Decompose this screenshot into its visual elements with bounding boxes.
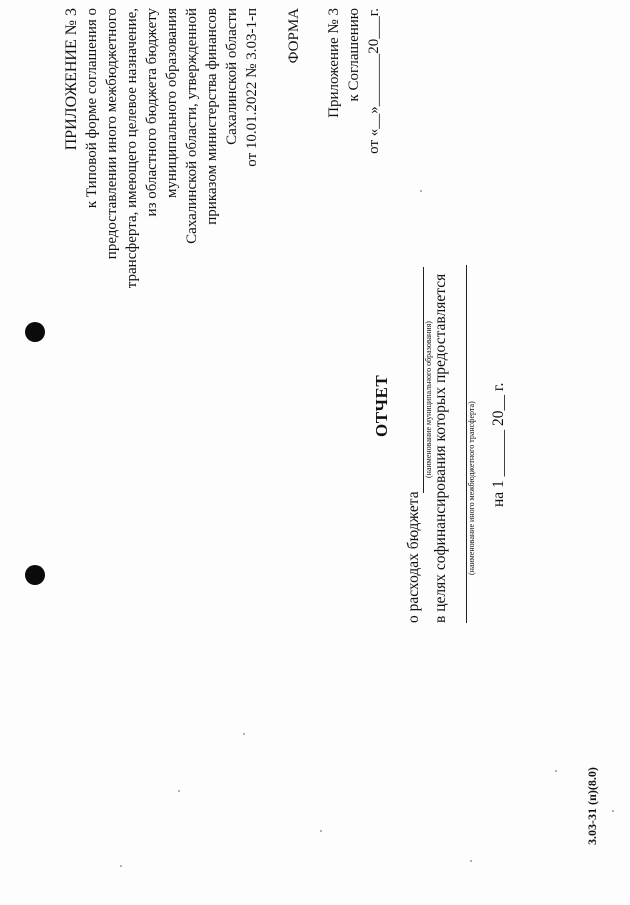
hint-transfer: (наименование иного межбюджетного трансферта) (467, 401, 476, 575)
appendix-line: к Типовой форме соглашения о (84, 8, 100, 209)
report-line-1: о расходах бюджета (405, 491, 422, 623)
appendix-line: Сахалинской области, утвержденной (184, 8, 200, 244)
appendix-line: Сахалинской области (224, 8, 240, 145)
report-title: ОТЧЕТ (372, 374, 391, 437)
report-line-2: в целях софинансирования которых предоставляется (432, 273, 449, 623)
appendix-line: трансферта, имеющего целевое назначение, (124, 8, 140, 289)
appendix-heading: ПРИЛОЖЕНИЕ № 3 (63, 8, 80, 151)
agreement-line: Приложение № 3 (326, 8, 342, 118)
report-date-line: на 1 ______ 20__ г. (490, 382, 507, 507)
form-label: ФОРМА (286, 8, 302, 64)
agreement-line: от «__»_______20___г. (366, 8, 382, 154)
appendix-block (62, 8, 384, 368)
hint-municipality: (наименование муниципального образования) (424, 321, 433, 478)
appendix-line: из областного бюджета бюджету (144, 8, 160, 217)
appendix-line: предоставлении иного межбюджетного (104, 8, 120, 260)
appendix-line: от 10.01.2022 № 3.03-1-п (244, 8, 260, 167)
agreement-line: к Соглашению (346, 8, 362, 102)
form-code: 3.03-31 (п)(8.0) (585, 767, 599, 845)
appendix-line: муниципального образования (164, 8, 180, 198)
appendix-line: приказом министерства финансов (204, 8, 220, 225)
